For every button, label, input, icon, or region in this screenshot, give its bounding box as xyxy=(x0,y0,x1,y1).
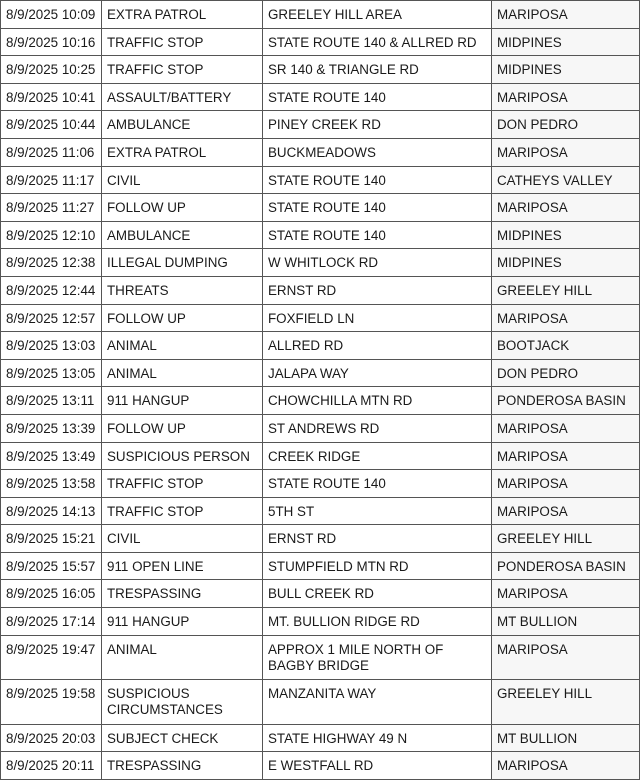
cell-location: STATE ROUTE 140 xyxy=(263,194,492,222)
cell-area: CATHEYS VALLEY xyxy=(492,166,640,194)
cell-call-type: AMBULANCE xyxy=(102,221,263,249)
cell-datetime: 8/9/2025 12:38 xyxy=(1,249,102,277)
cell-area: GREELEY HILL xyxy=(492,276,640,304)
cell-area: DON PEDRO xyxy=(492,111,640,139)
table-row xyxy=(1,442,640,470)
cell-call-type: TRAFFIC STOP xyxy=(102,497,263,525)
cell-datetime: 8/9/2025 11:17 xyxy=(1,166,102,194)
cell-location: STATE ROUTE 140 & ALLRED RD xyxy=(263,28,492,56)
table-row xyxy=(1,387,640,415)
cell-datetime: 8/9/2025 10:25 xyxy=(1,56,102,84)
table-row xyxy=(1,470,640,498)
cell-call-type: CIVIL xyxy=(102,166,263,194)
cell-location: MT. BULLION RIDGE RD xyxy=(263,608,492,636)
cell-area: MIDPINES xyxy=(492,249,640,277)
cell-area: MARIPOSA xyxy=(492,442,640,470)
cell-area: MT BULLION xyxy=(492,608,640,636)
cell-area: BOOTJACK xyxy=(492,332,640,360)
cell-datetime: 8/9/2025 13:58 xyxy=(1,470,102,498)
cell-datetime: 8/9/2025 11:27 xyxy=(1,194,102,222)
cell-area: MT BULLION xyxy=(492,724,640,752)
cell-location: W WHITLOCK RD xyxy=(263,249,492,277)
cell-location: STATE ROUTE 140 xyxy=(263,470,492,498)
cell-call-type: AMBULANCE xyxy=(102,111,263,139)
cell-area: MARIPOSA xyxy=(492,194,640,222)
cell-location: STUMPFIELD MTN RD xyxy=(263,552,492,580)
cell-location: STATE HIGHWAY 49 N xyxy=(263,724,492,752)
cell-call-type: 911 HANGUP xyxy=(102,387,263,415)
cell-call-type: SUBJECT CHECK xyxy=(102,724,263,752)
table-row xyxy=(1,525,640,553)
cell-datetime: 8/9/2025 13:05 xyxy=(1,359,102,387)
cell-location: STATE ROUTE 140 xyxy=(263,221,492,249)
cell-call-type: EXTRA PATROL xyxy=(102,138,263,166)
cell-call-type: 911 OPEN LINE xyxy=(102,552,263,580)
table-row xyxy=(1,608,640,636)
cell-datetime: 8/9/2025 20:11 xyxy=(1,752,102,780)
cell-location: CHOWCHILLA MTN RD xyxy=(263,387,492,415)
cell-location: 5TH ST xyxy=(263,497,492,525)
table-row xyxy=(1,752,640,780)
table-row xyxy=(1,111,640,139)
table-row xyxy=(1,414,640,442)
cell-area: MARIPOSA xyxy=(492,497,640,525)
cell-location: ERNST RD xyxy=(263,525,492,553)
cell-datetime: 8/9/2025 10:41 xyxy=(1,83,102,111)
cell-datetime: 8/9/2025 14:13 xyxy=(1,497,102,525)
cell-location: STATE ROUTE 140 xyxy=(263,166,492,194)
cell-call-type: SUSPICIOUS PERSON xyxy=(102,442,263,470)
cell-area: MARIPOSA xyxy=(492,83,640,111)
cell-area: MARIPOSA xyxy=(492,470,640,498)
cell-datetime: 8/9/2025 12:10 xyxy=(1,221,102,249)
cell-datetime: 8/9/2025 13:03 xyxy=(1,332,102,360)
cell-datetime: 8/9/2025 16:05 xyxy=(1,580,102,608)
cell-call-type: TRAFFIC STOP xyxy=(102,470,263,498)
table-row xyxy=(1,166,640,194)
cell-location: BULL CREEK RD xyxy=(263,580,492,608)
cell-datetime: 8/9/2025 13:39 xyxy=(1,414,102,442)
cell-location: ERNST RD xyxy=(263,276,492,304)
cell-area: MARIPOSA xyxy=(492,752,640,780)
cell-location: ST ANDREWS RD xyxy=(263,414,492,442)
cell-area: MIDPINES xyxy=(492,28,640,56)
cell-datetime: 8/9/2025 12:44 xyxy=(1,276,102,304)
cell-area: DON PEDRO xyxy=(492,359,640,387)
cell-call-type: SUSPICIOUS CIRCUMSTANCES xyxy=(102,680,263,725)
cell-datetime: 8/9/2025 12:57 xyxy=(1,304,102,332)
cell-area: PONDEROSA BASIN xyxy=(492,387,640,415)
cell-area: MARIPOSA xyxy=(492,304,640,332)
cell-datetime: 8/9/2025 20:03 xyxy=(1,724,102,752)
table-row xyxy=(1,635,640,680)
cell-datetime: 8/9/2025 10:09 xyxy=(1,1,102,29)
table-row xyxy=(1,1,640,29)
cell-call-type: TRESPASSING xyxy=(102,752,263,780)
cell-area: MARIPOSA xyxy=(492,580,640,608)
cell-datetime: 8/9/2025 10:16 xyxy=(1,28,102,56)
cell-datetime: 8/9/2025 15:21 xyxy=(1,525,102,553)
cell-area: GREELEY HILL xyxy=(492,680,640,725)
cell-area: MARIPOSA xyxy=(492,1,640,29)
cell-location: APPROX 1 MILE NORTH OF BAGBY BRIDGE xyxy=(263,635,492,680)
cell-area: MIDPINES xyxy=(492,221,640,249)
table-row xyxy=(1,56,640,84)
table-row xyxy=(1,359,640,387)
cell-location: GREELEY HILL AREA xyxy=(263,1,492,29)
cell-call-type: CIVIL xyxy=(102,525,263,553)
cell-call-type: TRAFFIC STOP xyxy=(102,56,263,84)
cell-datetime: 8/9/2025 13:11 xyxy=(1,387,102,415)
table-row xyxy=(1,332,640,360)
cell-location: PINEY CREEK RD xyxy=(263,111,492,139)
cell-datetime: 8/9/2025 19:58 xyxy=(1,680,102,725)
cell-datetime: 8/9/2025 17:14 xyxy=(1,608,102,636)
cell-call-type: THREATS xyxy=(102,276,263,304)
cell-area: MARIPOSA xyxy=(492,138,640,166)
cell-location: BUCKMEADOWS xyxy=(263,138,492,166)
cell-location: STATE ROUTE 140 xyxy=(263,83,492,111)
cell-datetime: 8/9/2025 15:57 xyxy=(1,552,102,580)
cell-location: MANZANITA WAY xyxy=(263,680,492,725)
cell-area: MARIPOSA xyxy=(492,414,640,442)
cell-location: SR 140 & TRIANGLE RD xyxy=(263,56,492,84)
cell-area: GREELEY HILL xyxy=(492,525,640,553)
cell-area: PONDEROSA BASIN xyxy=(492,552,640,580)
table-row xyxy=(1,276,640,304)
cell-call-type: ILLEGAL DUMPING xyxy=(102,249,263,277)
cell-location: FOXFIELD LN xyxy=(263,304,492,332)
cell-call-type: EXTRA PATROL xyxy=(102,1,263,29)
table-row xyxy=(1,552,640,580)
cell-location: E WESTFALL RD xyxy=(263,752,492,780)
cell-location: ALLRED RD xyxy=(263,332,492,360)
table-row xyxy=(1,138,640,166)
table-row xyxy=(1,28,640,56)
cell-call-type: ANIMAL xyxy=(102,635,263,680)
cell-datetime: 8/9/2025 19:47 xyxy=(1,635,102,680)
cell-location: JALAPA WAY xyxy=(263,359,492,387)
cell-location: CREEK RIDGE xyxy=(263,442,492,470)
table-row xyxy=(1,304,640,332)
table-row xyxy=(1,724,640,752)
table-row xyxy=(1,194,640,222)
table-row xyxy=(1,680,640,725)
table-row xyxy=(1,580,640,608)
cell-call-type: TRAFFIC STOP xyxy=(102,28,263,56)
table-row xyxy=(1,497,640,525)
cell-call-type: FOLLOW UP xyxy=(102,304,263,332)
table-row xyxy=(1,83,640,111)
table-row xyxy=(1,221,640,249)
cell-call-type: ASSAULT/BATTERY xyxy=(102,83,263,111)
cell-call-type: ANIMAL xyxy=(102,359,263,387)
cell-datetime: 8/9/2025 13:49 xyxy=(1,442,102,470)
cell-area: MARIPOSA xyxy=(492,635,640,680)
cell-datetime: 8/9/2025 11:06 xyxy=(1,138,102,166)
cell-datetime: 8/9/2025 10:44 xyxy=(1,111,102,139)
table-row xyxy=(1,249,640,277)
cell-area: MIDPINES xyxy=(492,56,640,84)
cell-call-type: 911 HANGUP xyxy=(102,608,263,636)
cell-call-type: FOLLOW UP xyxy=(102,194,263,222)
cell-call-type: TRESPASSING xyxy=(102,580,263,608)
dispatch-log-body xyxy=(1,1,640,780)
cell-call-type: ANIMAL xyxy=(102,332,263,360)
cell-call-type: FOLLOW UP xyxy=(102,414,263,442)
